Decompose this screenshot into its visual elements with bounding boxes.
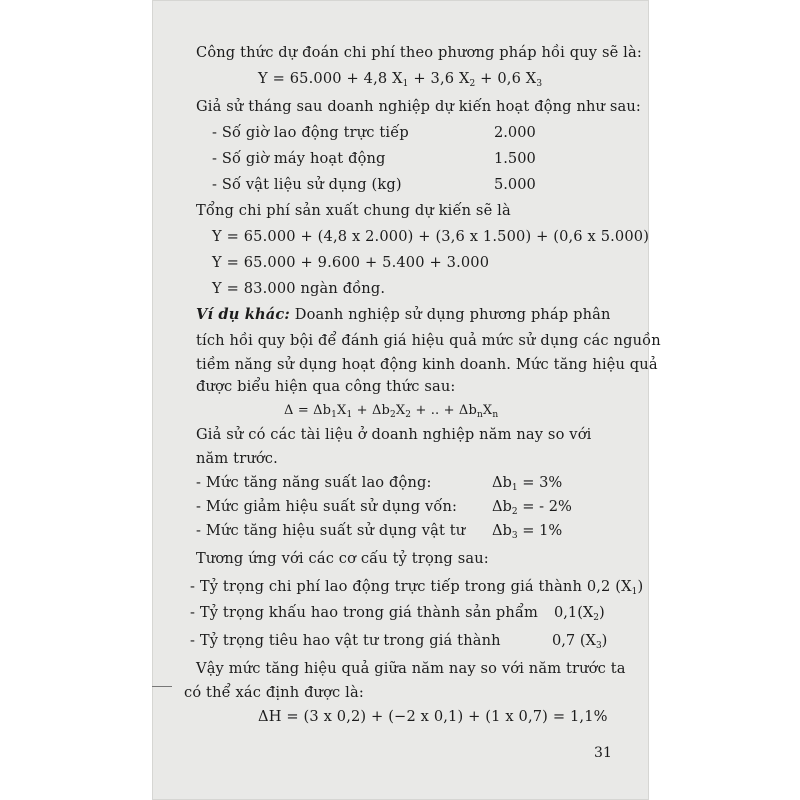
weight-value <box>552 632 607 650</box>
change-percent: = 3% <box>517 474 563 491</box>
weight-label: - Tỷ trọng khấu hao trong giá thành sản phẩm <box>190 604 539 621</box>
change-value <box>492 498 572 516</box>
formula-sub: 2 <box>511 507 518 517</box>
formula-part: X <box>337 403 347 418</box>
delta-symbol: Δb <box>492 498 512 515</box>
formula-sub: 2 <box>469 79 476 89</box>
formula-sub: 2 <box>389 410 396 420</box>
formula-part: X <box>482 403 493 418</box>
activity-label: - Số giờ lao động trực tiếp <box>212 124 409 141</box>
formula-sub: n <box>492 410 499 420</box>
weight-number: 0,7 (X <box>552 632 596 649</box>
change-percent: = - 2% <box>517 498 572 515</box>
change-value <box>492 522 562 540</box>
weight-label: - Tỷ trọng tiêu hao vật tư trong giá thành <box>190 632 501 649</box>
activity-label: - Số vật liệu sử dụng (kg) <box>212 176 402 193</box>
activity-value: 2.000 <box>494 124 536 141</box>
formula-sub: 1 <box>511 483 518 493</box>
formula-sub: 1 <box>631 587 638 597</box>
formula-sub: 3 <box>536 79 543 89</box>
formula-sub: 1 <box>331 410 338 420</box>
result-formula: ΔH = (3 x 0,2) + (−2 x 0,1) + (1 x 0,7) = 1,1% <box>258 708 608 725</box>
example-first-line <box>196 306 611 324</box>
formula-sub: 1 <box>402 79 409 89</box>
formula-sub: n <box>476 410 483 420</box>
formula-part: + Δb <box>352 403 390 418</box>
intro-line: Công thức dự đoán chi phí theo phương pháp hồi quy sẽ là: <box>196 44 642 61</box>
formula-sub: 2 <box>593 613 600 623</box>
weight-line <box>190 578 643 596</box>
weight-value <box>554 604 605 622</box>
conclusion-line: có thể xác định được là: <box>184 684 364 701</box>
weight-label: - Tỷ trọng chi phí lao động trực tiếp trong giá thành 0,2 (X <box>190 578 632 595</box>
structure-label: Tương ứng với các cơ cấu tỷ trọng sau: <box>196 550 489 567</box>
formula-sub: 3 <box>511 531 518 541</box>
change-label: - Mức tăng năng suất lao động: <box>196 474 432 491</box>
weight-number: 0,1(X <box>554 604 594 621</box>
activity-label: - Số giờ máy hoạt động <box>212 150 386 167</box>
formula-part: + 0,6 X <box>475 70 537 87</box>
example-line: được biểu hiện qua công thức sau: <box>196 378 456 395</box>
formula-sub: 3 <box>595 641 602 651</box>
delta-formula <box>284 402 498 420</box>
formula-part: X <box>395 403 406 418</box>
delta-symbol: Δb <box>492 522 512 539</box>
formula-sub: 2 <box>405 410 412 420</box>
conclusion-line: Vậy mức tăng hiệu quả giữa năm nay so với năm trước ta <box>196 660 626 677</box>
total-label: Tổng chi phí sản xuất chung dự kiến sẽ là <box>196 202 511 219</box>
change-label: - Mức tăng hiệu suất sử dụng vật tư <box>196 522 466 539</box>
assumption-line: Giả sử tháng sau doanh nghiệp dự kiến hoạt động như sau: <box>196 98 642 115</box>
change-value <box>492 474 562 492</box>
calc-line: Y = 83.000 ngàn đồng. <box>212 280 386 297</box>
change-label: - Mức giảm hiệu suất sử dụng vốn: <box>196 498 458 515</box>
data-line: Giả sử có các tài liệu ở doanh nghiệp năm nay so với <box>196 426 592 443</box>
calc-line: Y = 65.000 + 9.600 + 5.400 + 3.000 <box>212 254 490 271</box>
example-line: tiềm năng sử dụng hoạt động kinh doanh. Mức tăng hiệu quả <box>196 356 658 373</box>
example-line: tích hồi quy bội để đánh giá hiệu quả mức sử dụng các nguồn <box>196 332 661 349</box>
formula-part: + 3,6 X <box>408 70 470 87</box>
delta-symbol: Δb <box>492 474 512 491</box>
activity-value: 5.000 <box>494 176 536 193</box>
activity-value: 1.500 <box>494 150 536 167</box>
weight-tail: ) <box>601 632 608 649</box>
book-page <box>152 0 661 800</box>
formula-part: Δ = Δb <box>284 403 332 418</box>
page-number: 31 <box>594 745 613 761</box>
weight-tail: ) <box>599 604 605 621</box>
data-line: năm trước. <box>196 450 278 467</box>
margin-mark <box>152 686 172 687</box>
weight-tail: ) <box>637 578 644 595</box>
regression-formula <box>258 70 542 88</box>
formula-part: + .. + Δb <box>411 403 477 418</box>
calc-line: Y = 65.000 + (4,8 x 2.000) + (3,6 x 1.500) + (0,6 x 5.000) <box>212 228 650 245</box>
example-label: Ví dụ khác: <box>196 306 290 323</box>
change-percent: = 1% <box>517 522 563 539</box>
formula-part: Y = 65.000 + 4,8 X <box>258 70 403 87</box>
formula-sub: 1 <box>346 410 353 420</box>
example-text: Doanh nghiệp sử dụng phương pháp phân <box>289 306 611 323</box>
